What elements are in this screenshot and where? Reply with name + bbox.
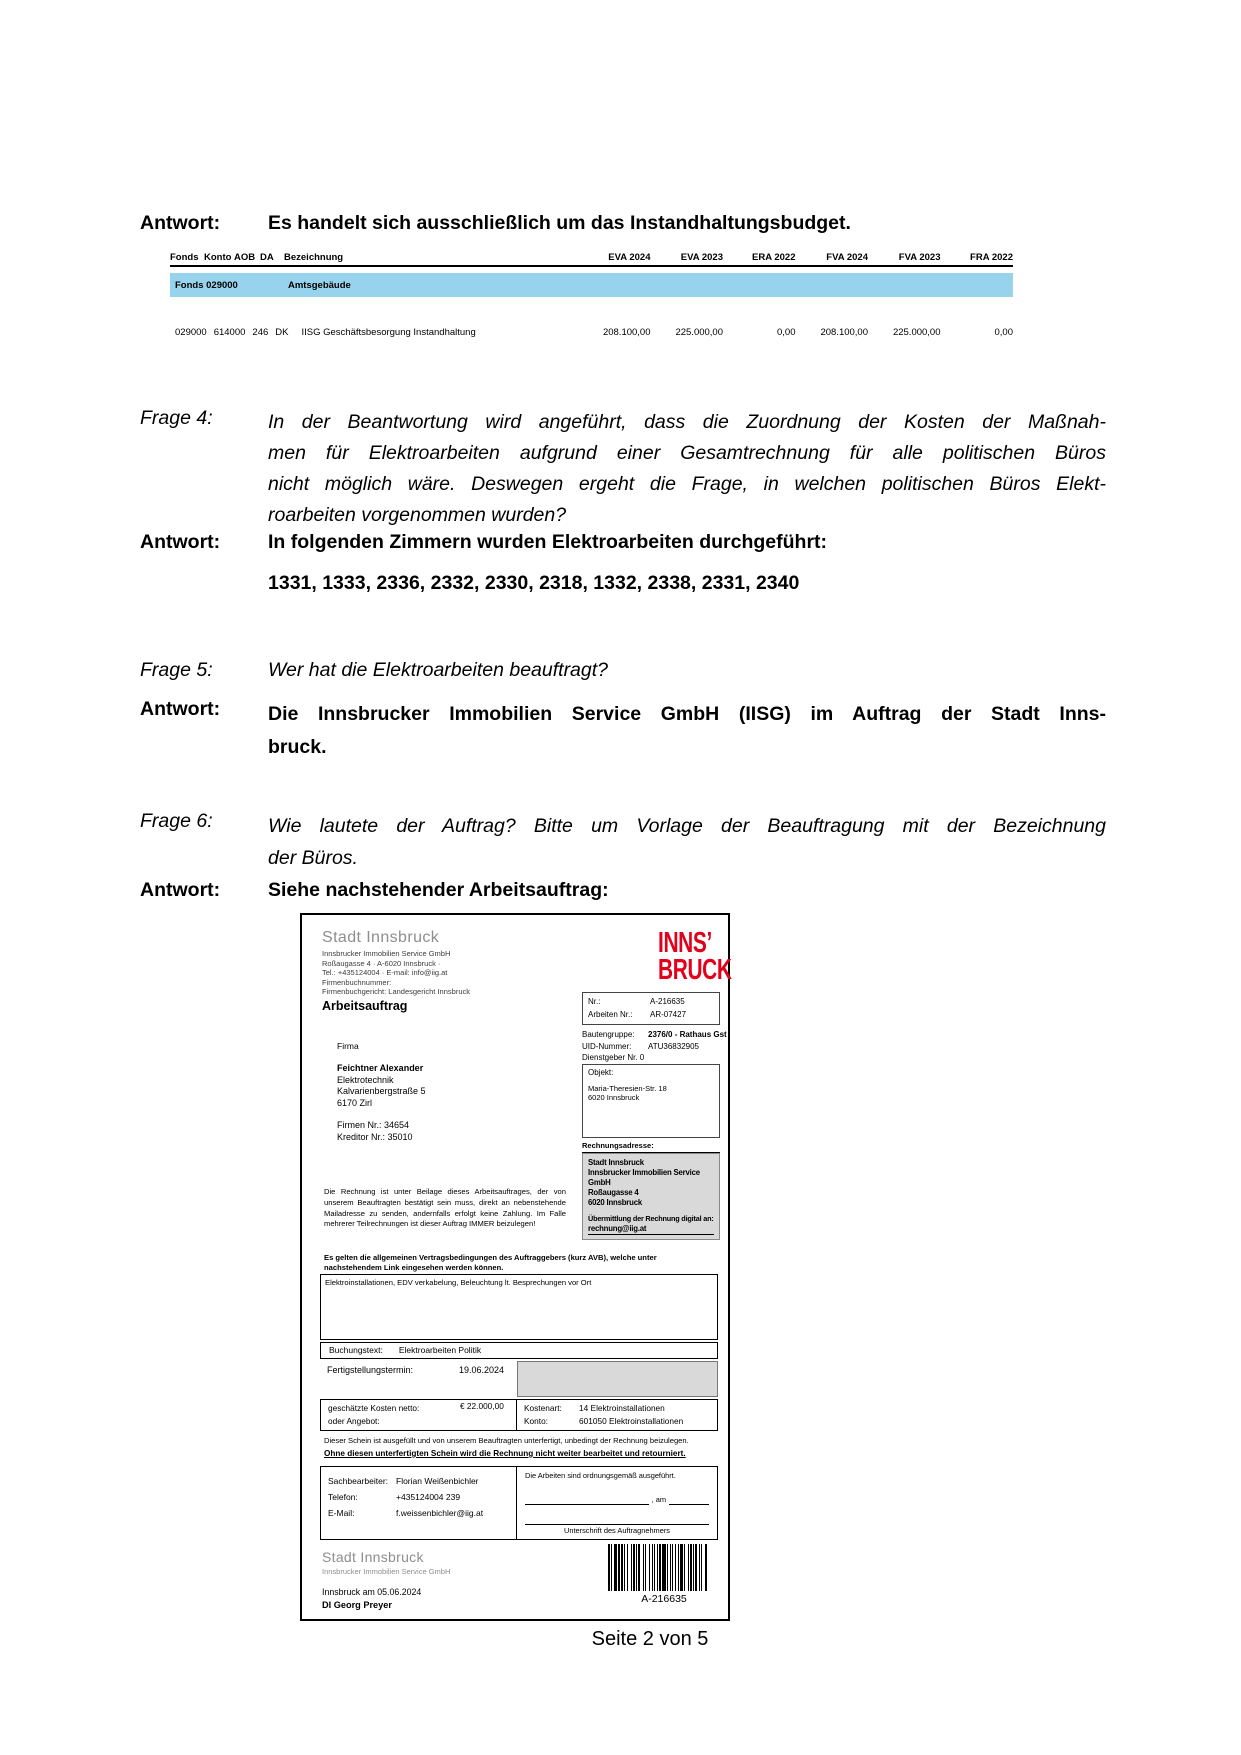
form-title: Arbeitsauftrag	[322, 999, 408, 1013]
answer-6-text: Siehe nachstehender Arbeitsauftrag:	[268, 879, 609, 901]
signature-caption: Unterschrift des Auftragnehmers	[525, 1524, 709, 1536]
confirm-note: Die Arbeiten sind ordnungsgemäß ausgeführt.	[525, 1471, 676, 1480]
col-header-eva2023: EVA 2023	[680, 252, 723, 263]
col-header-era2022: ERA 2022	[752, 252, 796, 263]
barcode-value: A-216635	[641, 1593, 687, 1605]
nr-label: Nr.:	[588, 997, 601, 1006]
rechnungsadresse-line: Roßaugasse 4	[588, 1188, 639, 1197]
sachbearbeiter-box	[320, 1466, 718, 1540]
question-6-label: Frage 6:	[140, 810, 213, 832]
form-footer-date: Innsbruck am 05.06.2024	[322, 1587, 422, 1597]
answer-5-label: Antwort:	[140, 698, 221, 720]
arbeiten-nr-value: AR-07427	[650, 1010, 687, 1019]
objekt-address-line: 6020 Innsbruck	[588, 1093, 640, 1103]
question-4-line: In der Beantwortung wird angeführt, dass die Zuordnung der Kosten der Maßnah-	[268, 411, 1106, 433]
answer-4-heading: In folgenden Zimmern wurden Elektroarbeiten durchgeführt:	[268, 531, 828, 553]
firma-label: Firma	[337, 1041, 359, 1051]
telefon-value: +435124004 239	[396, 1492, 461, 1502]
uebermittlung-email: rechnung@iig.at	[588, 1224, 714, 1235]
uid-label: UID-Nummer:	[582, 1041, 632, 1051]
col-header-bezeichnung: Bezeichnung	[284, 252, 344, 263]
page-number: Seite 2 von 5	[591, 1628, 709, 1650]
buchungstext-label: Buchungstext:	[329, 1345, 383, 1355]
table-group-row	[170, 273, 1013, 297]
question-6-text	[268, 810, 1106, 874]
col-header-fonds: Fonds	[170, 252, 199, 263]
avb-note: Es gelten die allgemeinen Vertragsbedingungen des Auftraggebers (kurz AVB), welche unter nachstehendem Link eingesehen werden können.	[324, 1253, 657, 1272]
question-6-line: der Büros.	[268, 847, 358, 869]
work-description-box	[320, 1274, 718, 1340]
cell-bezeichnung: IISG Geschäftsbesorgung Instandhaltung	[301, 327, 476, 338]
uebermittlung-label: Übermittlung der Rechnung digital an:	[588, 1213, 714, 1223]
firmen-nr: Firmen Nr.: 34654	[337, 1120, 410, 1130]
cell-fra2022: 0,00	[994, 327, 1013, 338]
cell-era2022: 0,00	[777, 327, 796, 338]
konto-label: Konto:	[524, 1416, 548, 1426]
question-4-line: roarbeiten vorgenommen wurden?	[268, 504, 567, 526]
invoice-note: Die Rechnung ist unter Beilage dieses Arbeitsauftrages, der von unserem Beauftragten bestätigt sein muss, direkt an nebenstehende Mailadresse zu senden, andernfalls erfolgt keine Zahlung. Im Falle mehrerer Teilrechnungen ist dieser Auftrag IMMER beizulegen!	[324, 1187, 566, 1229]
buchungstext-box	[320, 1342, 718, 1359]
answer-5-line: bruck.	[268, 736, 327, 758]
rechnungsadresse-label: Rechnungsadresse:	[582, 1141, 720, 1153]
question-4-line: men für Elektroarbeiten aufgrund einer Gesamtrechnung für alle politischen Büros	[268, 442, 1106, 464]
rechnungsadresse-box	[582, 1153, 720, 1240]
answer-text: Es handelt sich ausschließlich um das Instandhaltungsbudget.	[268, 212, 851, 234]
rechnungsadresse-line: Innsbrucker Immobilien Service GmbH	[588, 1168, 700, 1187]
col-header-aob: AOB	[234, 252, 256, 263]
cell-fonds: 029000	[175, 327, 207, 338]
objekt-label: Objekt:	[588, 1068, 614, 1077]
sachbearbeiter-label: Sachbearbeiter:	[328, 1476, 389, 1486]
answer-5-line: Die Innsbrucker Immobilien Service GmbH (IISG) im Auftrag der Stadt Inns-	[268, 703, 1106, 725]
col-header-fva2023: FVA 2023	[898, 252, 941, 263]
schein-note: Dieser Schein ist ausgefüllt und von unserem Beauftragten unterfertigt, unbedingt der Rechnung beizulegen.	[324, 1436, 689, 1445]
barcode-icon	[608, 1544, 720, 1591]
email-label: E-Mail:	[328, 1508, 355, 1518]
answer-label: Antwort:	[140, 212, 221, 234]
work-description: Elektroinstallationen, EDV verkabelung, Beleuchtung lt. Besprechungen vor Ort	[325, 1278, 592, 1287]
kostenart-value: 14 Elektroinstallationen	[579, 1403, 665, 1413]
telefon-label: Telefon:	[328, 1492, 358, 1502]
col-header-konto: Konto	[204, 252, 232, 263]
uid-value: ATU36832905	[648, 1041, 699, 1051]
angebot-label: oder Angebot:	[328, 1416, 380, 1426]
question-6-line: Wie lautete der Auftrag? Bitte um Vorlage der Beauftragung mit der Bezeichnung	[268, 815, 1106, 837]
innsbruck-logo	[658, 927, 732, 986]
order-number-box	[582, 992, 720, 1025]
table-header-row	[170, 248, 1013, 263]
contractor-line: Elektrotechnik	[337, 1074, 394, 1085]
sachbearbeiter-value: Florian Weißenbichler	[396, 1476, 479, 1486]
col-header-fra2022: FRA 2022	[970, 252, 1013, 263]
rechnungsadresse-line: Stadt Innsbruck	[588, 1158, 644, 1167]
konto-value: 601050 Elektroinstallationen	[579, 1416, 684, 1426]
arbeiten-nr-label: Arbeiten Nr.:	[588, 1010, 633, 1019]
kostenart-label: Kostenart:	[524, 1403, 562, 1413]
fertigstellung-gray-field	[517, 1361, 718, 1397]
kosten-value: € 22.000,00	[460, 1401, 504, 1411]
bautengruppe-value: 2376/0 - Rathaus Gst	[648, 1030, 727, 1039]
fertigstellung-label: Fertigstellungstermin:	[327, 1365, 414, 1375]
innsbruck-logo-line1: INNS’	[658, 927, 712, 959]
question-5-label: Frage 5:	[140, 659, 213, 681]
sender-line: Tel.: +435124004 · E-mail: info@iig.at	[322, 968, 448, 977]
group-row-label: Fonds 029000	[175, 279, 238, 291]
form-footer-signer: DI Georg Preyer	[322, 1600, 392, 1610]
form-footer-org: Innsbrucker Immobilien Service GmbH	[322, 1567, 451, 1576]
budget-table	[170, 248, 1013, 338]
question-5-text: Wer hat die Elektroarbeiten beauftragt?	[268, 659, 609, 681]
question-4-text	[268, 407, 1106, 531]
kosten-label: geschätzte Kosten netto:	[328, 1403, 420, 1413]
group-row-bezeichnung: Amtsgebäude	[288, 279, 351, 291]
table-row	[170, 327, 1013, 338]
contractor-block	[337, 1063, 426, 1109]
cell-fva2023: 225.000,00	[892, 327, 941, 338]
kosten-box	[320, 1399, 718, 1431]
cell-aob: 246	[252, 327, 269, 338]
answer-5-text	[268, 698, 1106, 764]
question-4-line: nicht möglich wäre. Deswegen ergeht die Frage, in welchen politischen Büros Elekt-	[268, 473, 1106, 495]
contractor-numbers	[337, 1119, 413, 1143]
cell-konto: 614000	[213, 327, 246, 338]
answer-6-label: Antwort:	[140, 879, 221, 901]
contractor-name: Feichtner Alexander	[337, 1063, 424, 1073]
fertigstellung-value: 19.06.2024	[459, 1365, 505, 1375]
cell-da: DK	[275, 327, 289, 338]
barcode-block	[608, 1544, 720, 1606]
col-header-da: DA	[260, 252, 274, 263]
col-header-eva2024: EVA 2024	[608, 252, 651, 263]
sender-line: Innsbrucker Immobilien Service GmbH	[322, 949, 451, 958]
sender-line: Firmenbuchnummer:	[322, 977, 392, 987]
contractor-line: 6170 Zirl	[337, 1097, 373, 1108]
kreditor-nr: Kreditor Nr.: 35010	[337, 1132, 413, 1142]
form-sender-address	[322, 949, 470, 997]
answer-4-rooms: 1331, 1333, 2336, 2332, 2330, 2318, 1332, 2338, 2331, 2340	[268, 572, 800, 594]
signature-line	[525, 1495, 649, 1505]
table-header-rule	[170, 265, 1013, 267]
cell-eva2024: 208.100,00	[602, 327, 651, 338]
dienstgeber-line: Dienstgeber Nr. 0	[582, 1053, 645, 1062]
order-meta	[582, 1029, 727, 1064]
form-footer-name: Stadt Innsbruck	[322, 1549, 424, 1565]
sender-line: Firmenbuchgericht: Landesgericht Innsbruck	[322, 987, 470, 996]
col-header-fva2024: FVA 2024	[826, 252, 868, 263]
objekt-box	[582, 1064, 720, 1138]
schein-warning: Ohne diesen unterfertigten Schein wird die Rechnung nicht weiter bearbeitet und retourniert.	[324, 1449, 686, 1458]
sender-line: Roßaugasse 4 · A-6020 Innsbruck ·	[322, 958, 441, 968]
nr-value: A-216635	[650, 997, 685, 1006]
email-value: f.weissenbichler@iig.at	[396, 1508, 484, 1518]
innsbruck-logo-line2: BRUCK	[658, 954, 732, 986]
question-4-label: Frage 4:	[140, 407, 213, 429]
contractor-line: Kalvarienbergstraße 5	[337, 1086, 426, 1096]
signature-date-row	[525, 1495, 709, 1505]
objekt-address-line: Maria-Theresien-Str. 18	[588, 1083, 667, 1093]
cell-fva2024: 208.100,00	[820, 327, 868, 338]
buchungstext-value: Elektroarbeiten Politik	[398, 1345, 482, 1355]
cell-eva2023: 225.000,00	[675, 327, 723, 338]
bautengruppe-label: Bautengruppe:	[582, 1030, 635, 1039]
am-label: , am	[651, 1495, 666, 1504]
form-sender-name: Stadt Innsbruck	[322, 929, 440, 946]
date-line	[669, 1495, 709, 1505]
rechnungsadresse-line: 6020 Innsbruck	[588, 1198, 642, 1207]
work-order-form	[300, 913, 730, 1621]
answer-4-label: Antwort:	[140, 531, 221, 553]
